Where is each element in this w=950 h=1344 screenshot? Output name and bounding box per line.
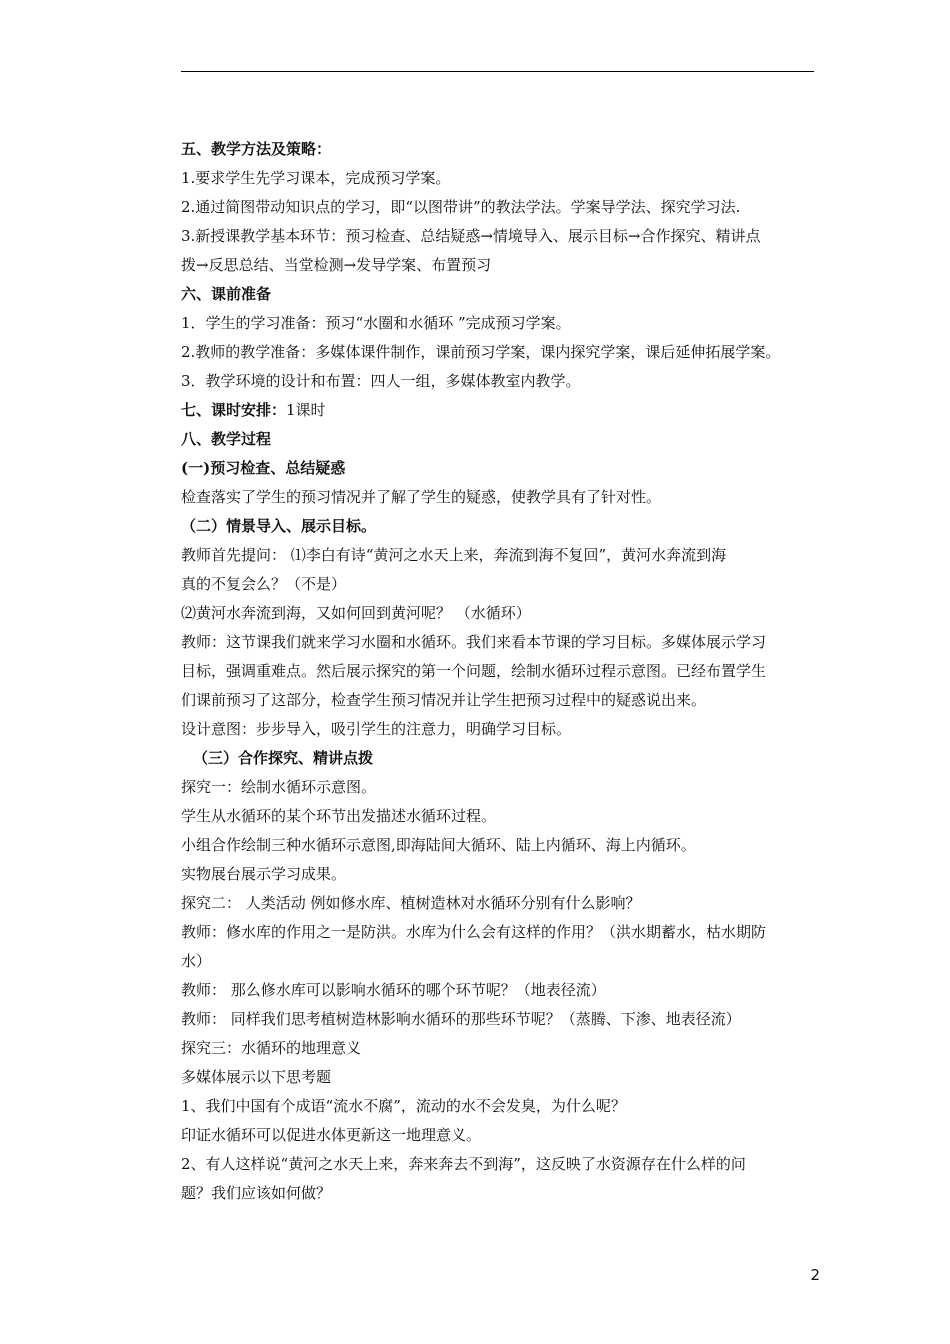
explore-3-question-1-answer: 印证水循环可以促进水体更新这一地理意义。: [181, 1126, 482, 1144]
explore-1-step-b: 小组合作绘制三种水循环示意图,即海陆间大循环、陆上内循环、海上内循环。: [181, 836, 696, 854]
explore-2-title: 探究二： 人类活动 例如修水库、植树造林对水循环分别有什么影响？: [181, 894, 641, 912]
explore-2-teacher-a-line-2: 水）: [181, 952, 212, 970]
section-5-heading: 五、教学方法及策略：: [181, 140, 332, 158]
section-5-item-3-line-2: 拨→反思总结、当堂检测→发导学案、布置预习: [181, 256, 492, 274]
explore-3-intro: 多媒体展示以下思考题: [181, 1068, 332, 1086]
explore-1-step-c: 实物展台展示学习成果。: [181, 865, 347, 883]
header-rule: [181, 71, 814, 72]
section-6-item-1: 1．学生的学习准备：预习“水圈和水循环 ”完成预习学案。: [181, 314, 571, 332]
part-2-question-1-line-1: 教师首先提问： ⑴李白有诗“黄河之水天上来，奔流到海不复回”，黄河水奔流到海: [181, 546, 727, 564]
section-5-item-1: 1.要求学生先学习课本，完成预习学案。: [181, 169, 451, 187]
explore-1-step-a: 学生从水循环的某个环节出发描述水循环过程。: [181, 807, 497, 825]
explore-3-question-2-line-1: 2、有人这样说“黄河之水天上来，奔来奔去不到海”，这反映了水资源存在什么样的问: [181, 1155, 746, 1173]
explore-3-question-2-line-2: 题？我们应该如何做？: [181, 1184, 332, 1202]
page-number: 2: [810, 1266, 820, 1284]
part-2-teacher-line-1: 教师：这节课我们就来学习水圈和水循环。我们来看本节课的学习目标。多媒体展示学习: [181, 633, 767, 651]
part-2-heading: （二）情景导入、展示目标。: [181, 517, 377, 535]
part-2-teacher-line-2: 目标，强调重难点。然后展示探究的第一个问题，绘制水循环过程示意图。已经布置学生: [181, 662, 767, 680]
part-1-text: 检查落实了学生的预习情况并了解了学生的疑惑，使教学具有了针对性。: [181, 488, 662, 506]
section-5-item-3-line-1: 3.新授课教学基本环节：预习检查、总结疑惑→情境导入、展示目标→合作探究、精讲点: [181, 227, 761, 245]
explore-3-question-1: 1、我们中国有个成语“流水不腐”，流动的水不会发臭，为什么呢？: [181, 1097, 626, 1115]
explore-2-teacher-b: 教师： 那么修水库可以影响水循环的哪个环节呢？（地表径流）: [181, 981, 606, 999]
section-6-item-3: 3．教学环境的设计和布置：四人一组，多媒体教室内教学。: [181, 372, 581, 390]
explore-2-teacher-a-line-1: 教师：修水库的作用之一是防洪。水库为什么会有这样的作用？（洪水期蓄水，枯水期防: [181, 923, 767, 941]
part-2-question-1-line-2: 真的不复会么？（不是）: [181, 575, 347, 593]
part-1-heading: (一)预习检查、总结疑惑: [181, 459, 346, 477]
part-2-question-2: ⑵黄河水奔流到海，又如何回到黄河呢？ （水循环）: [181, 604, 531, 622]
section-7-heading: 七、课时安排：: [181, 401, 287, 419]
section-7-value: 1课时: [286, 401, 326, 419]
section-7-line: [181, 396, 821, 425]
section-5-item-2: 2.通过简图带动知识点的学习，即“以图带讲”的教法学法。学案导学法、探究学习法.: [181, 198, 741, 216]
part-2-teacher-line-3: 们课前预习了这部分，检查学生预习情况并让学生把预习过程中的疑惑说出来。: [181, 691, 707, 709]
document-body: [181, 135, 821, 1208]
explore-1-title: 探究一：绘制水循环示意图。: [181, 778, 377, 796]
section-6-item-2: 2.教师的教学准备：多媒体课件制作，课前预习学案，课内探究学案，课后延伸拓展学案。: [181, 343, 781, 361]
part-3-heading: （三）合作探究、精讲点拨: [193, 749, 374, 767]
section-8-heading: 八、教学过程: [181, 430, 272, 448]
section-6-heading: 六、课前准备: [181, 285, 272, 303]
explore-3-title: 探究三：水循环的地理意义: [181, 1039, 362, 1057]
explore-2-teacher-c: 教师： 同样我们思考植树造林影响水循环的那些环节呢？（蒸腾、下渗、地表径流）: [181, 1010, 741, 1028]
part-2-design-intent: 设计意图：步步导入，吸引学生的注意力，明确学习目标。: [181, 720, 572, 738]
